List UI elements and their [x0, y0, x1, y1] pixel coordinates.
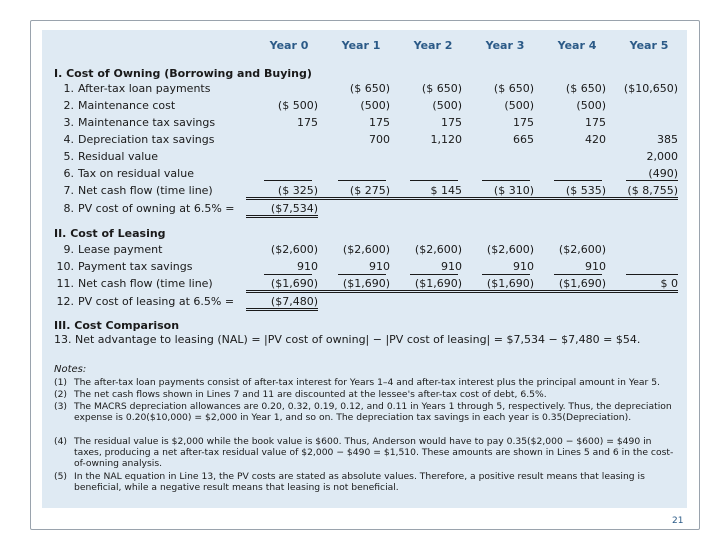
cell: 700: [369, 133, 390, 146]
table-row: [42, 150, 687, 164]
row-number: 1.: [63, 82, 74, 95]
row-label: Net cash flow (time line): [78, 184, 213, 197]
row-number: 11.: [56, 277, 74, 290]
row-label: Residual value: [78, 150, 158, 163]
row-label: Maintenance cost: [78, 99, 176, 112]
cell: ($ 500): [277, 99, 318, 112]
cell: 2,000: [646, 150, 678, 163]
table-row: [42, 167, 687, 181]
cell: 420: [585, 133, 606, 146]
lease-analysis-table: [42, 30, 687, 508]
cell: ($ 650): [421, 82, 462, 95]
cell: ($1,690): [534, 277, 606, 293]
note-item: [54, 436, 679, 470]
row-number: 8.: [63, 202, 74, 215]
cell: ($1,690): [318, 277, 390, 293]
note-number: (5): [54, 471, 68, 482]
year-4-header: Year 4: [557, 39, 597, 52]
year-5-header: Year 5: [629, 39, 669, 52]
cell: 175: [513, 116, 534, 129]
table-row: [42, 99, 687, 113]
table-row: [42, 260, 687, 274]
rule: [338, 180, 386, 181]
note-item: [54, 389, 679, 400]
rule: [264, 274, 312, 275]
table-row: [42, 82, 687, 96]
rule: [626, 180, 678, 181]
cell: ($1,690): [462, 277, 534, 293]
row-label: Tax on residual value: [78, 167, 194, 180]
rule: [264, 180, 312, 181]
cell: 175: [369, 116, 390, 129]
cell: ($2,600): [270, 243, 318, 256]
cell: ($ 535): [534, 184, 606, 200]
table-row: [42, 184, 687, 198]
cell: $ 0: [606, 277, 678, 293]
notes-title: Notes:: [54, 364, 87, 375]
rule: [554, 274, 602, 275]
rule: [410, 180, 458, 181]
cell: 175: [441, 116, 462, 129]
note-item: [54, 377, 679, 388]
cell: (500): [360, 99, 390, 112]
cell: 1,120: [430, 133, 462, 146]
cell: 910: [369, 260, 390, 273]
cell: 385: [657, 133, 678, 146]
note-text: The residual value is $2,000 while the book value is $600. Thus, Anderson would have to pay 0.35($2,000 − $600) = $490 in taxes, producing a net after-tax residual value of $2,000 − $490 = $1,510. These amounts are shown in Lines 5 and 6 in the cost-of-owning analysis.: [74, 436, 674, 470]
row-label: After-tax loan payments: [78, 82, 211, 95]
note-item: [54, 401, 679, 423]
note-number: (1): [54, 377, 68, 388]
note-number: (3): [54, 401, 68, 412]
cell: ($ 310): [462, 184, 534, 200]
cell: ($2,600): [486, 243, 534, 256]
section-cost-of-leasing: II. Cost of Leasing: [54, 227, 166, 240]
rule: [482, 274, 530, 275]
row-label: Depreciation tax savings: [78, 133, 215, 146]
table-row: [42, 243, 687, 257]
note-item: [54, 471, 679, 493]
cell: ($ 8,755): [606, 184, 678, 200]
cell: 910: [585, 260, 606, 273]
row-number: 7.: [63, 184, 74, 197]
section-cost-comparison: III. Cost Comparison: [54, 319, 180, 332]
cell: 175: [297, 116, 318, 129]
page-number: 21: [672, 516, 684, 526]
cell: ($1,690): [246, 277, 318, 293]
row-label: Payment tax savings: [78, 260, 193, 273]
rule: [626, 274, 678, 275]
cell: (490): [648, 167, 678, 180]
row-number: 4.: [63, 133, 74, 146]
row-number: 3.: [63, 116, 74, 129]
rule: [554, 180, 602, 181]
cell: ($ 650): [349, 82, 390, 95]
year-1-header: Year 1: [341, 39, 381, 52]
cell: ($ 275): [318, 184, 390, 200]
cell: (500): [432, 99, 462, 112]
row-label: PV cost of owning at 6.5% =: [78, 202, 235, 215]
cell: ($7,534): [246, 202, 318, 218]
cell: $ 145: [390, 184, 462, 200]
row-label: Lease payment: [78, 243, 163, 256]
table-row: [42, 133, 687, 147]
cell: ($2,600): [342, 243, 390, 256]
note-text: The MACRS depreciation allowances are 0.20, 0.32, 0.19, 0.12, and 0.11 in Years 1 through 5, respectively. Thus, the depreciation expense is 0.20($10,000) = $2,000 in Year 1, and so on. The depreciation tax savings in each year is 0.35(Depreciation).: [74, 401, 672, 424]
note-number: (2): [54, 389, 68, 400]
row-label: PV cost of leasing at 6.5% =: [78, 295, 235, 308]
cell: ($ 325): [246, 184, 318, 200]
cell: 910: [297, 260, 318, 273]
note-number: (4): [54, 436, 68, 447]
cell: ($2,600): [558, 243, 606, 256]
row-number: 6.: [63, 167, 74, 180]
row-number: 10.: [56, 260, 74, 273]
table-row: [42, 116, 687, 130]
rule: [482, 180, 530, 181]
cell: (500): [576, 99, 606, 112]
note-text: The after-tax loan payments consist of after-tax interest for Years 1–4 and after-tax interest plus the principal amount in Year 5.: [74, 377, 660, 388]
table-row: [42, 277, 687, 291]
cell: ($ 650): [493, 82, 534, 95]
row-label: Net cash flow (time line): [78, 277, 213, 290]
note-text: In the NAL equation in Line 13, the PV costs are stated as absolute values. Therefore, a positive result means that leasing is beneficial, while a negative result means that leasing is not beneficial.: [74, 471, 645, 494]
nal-equation: 13. Net advantage to leasing (NAL) = |PV cost of owning| − |PV cost of leasing| = $7,534 − $7,480 = $54.: [54, 333, 641, 346]
cell: 910: [441, 260, 462, 273]
row-number: 5.: [63, 150, 74, 163]
row-number: 2.: [63, 99, 74, 112]
cell: ($10,650): [623, 82, 678, 95]
cell: 910: [513, 260, 534, 273]
cell: ($1,690): [390, 277, 462, 293]
year-3-header: Year 3: [485, 39, 525, 52]
cell: 665: [513, 133, 534, 146]
rule: [338, 274, 386, 275]
rule: [410, 274, 458, 275]
table-row: [42, 202, 687, 216]
row-number: 12.: [56, 295, 74, 308]
cell: ($2,600): [414, 243, 462, 256]
cell: (500): [504, 99, 534, 112]
row-number: 9.: [63, 243, 74, 256]
row-label: Maintenance tax savings: [78, 116, 216, 129]
year-0-header: Year 0: [269, 39, 309, 52]
year-2-header: Year 2: [413, 39, 453, 52]
table-row: [42, 295, 687, 309]
cell: ($ 650): [565, 82, 606, 95]
cell: 175: [585, 116, 606, 129]
section-cost-of-owning: I. Cost of Owning (Borrowing and Buying): [54, 67, 312, 80]
cell: ($7,480): [246, 295, 318, 311]
note-text: The net cash flows shown in Lines 7 and 11 are discounted at the lessee's after-tax cost of debt, 6.5%.: [74, 389, 547, 400]
